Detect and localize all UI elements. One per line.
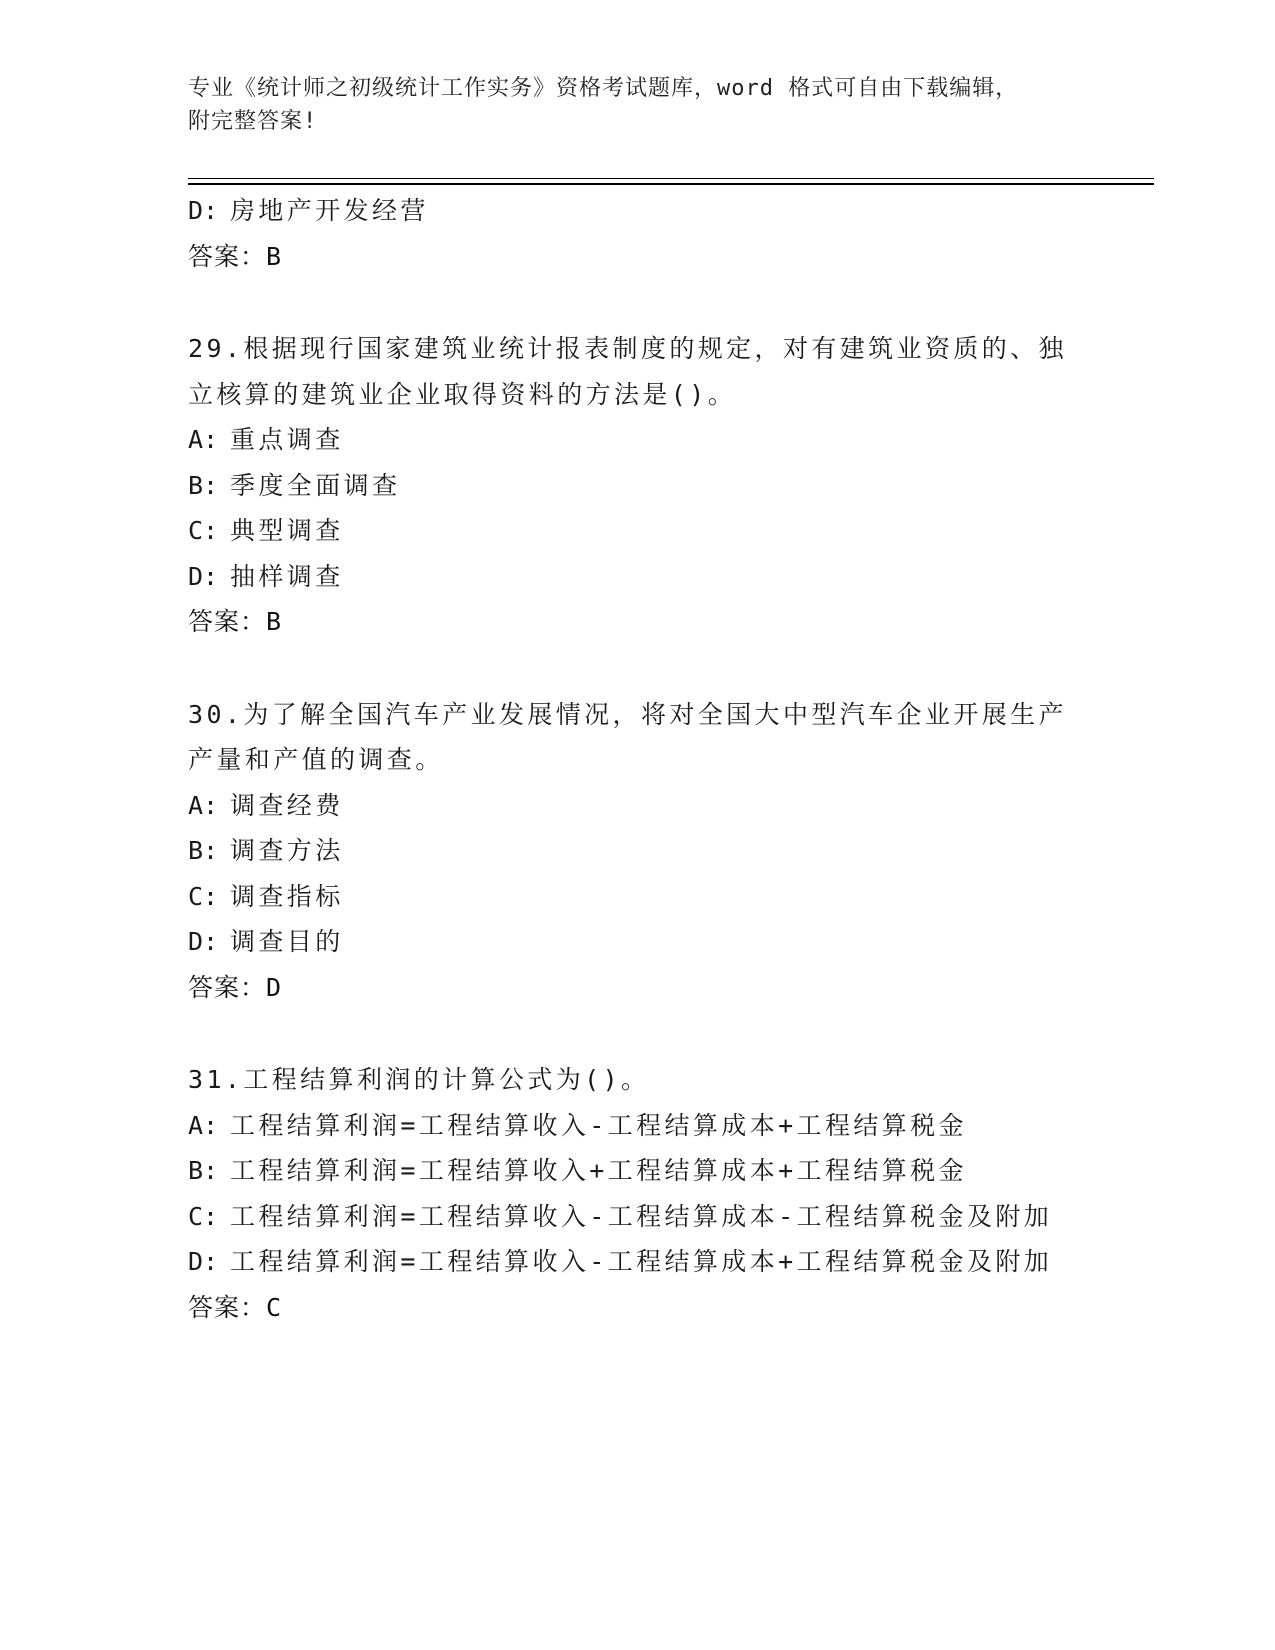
- option-text: 典型调查: [230, 516, 344, 545]
- option-text: 调查方法: [230, 836, 344, 865]
- question-30-option-a: [188, 783, 1088, 829]
- spacer: [188, 645, 1088, 692]
- question-30-option-c: [188, 874, 1088, 920]
- option-label: B:: [188, 1156, 219, 1185]
- answer-prev: 答案：B: [188, 241, 283, 271]
- question-29-option-c: [188, 508, 1088, 554]
- option-label: A:: [188, 790, 219, 820]
- spacer: [188, 279, 1088, 326]
- option-text: 重点调查: [230, 425, 344, 454]
- question-30-option-b: [188, 828, 1088, 874]
- question-29-answer: 答案：B: [188, 607, 283, 636]
- option-text: 工程结算利润=工程结算收入-工程结算成本-工程结算税金及附加: [230, 1201, 1053, 1231]
- option-label: D:: [188, 1247, 219, 1276]
- option-label: C:: [188, 516, 219, 545]
- option-label: D:: [188, 196, 219, 225]
- question-29-option-d: [188, 554, 1088, 600]
- option-label: D:: [188, 927, 219, 956]
- question-31-option-a: [188, 1103, 1088, 1149]
- option-text: 调查经费: [230, 790, 344, 820]
- question-content: [188, 188, 1088, 1330]
- option-label: B:: [188, 470, 219, 500]
- question-31-answer: 答案：C: [188, 1292, 283, 1322]
- question-29-option-a: [188, 417, 1088, 463]
- question-30-answer: 答案：D: [188, 972, 283, 1002]
- question-31-option-d: [188, 1239, 1088, 1285]
- option-text: 调查指标: [230, 881, 344, 911]
- option-d-prev: [188, 188, 1088, 234]
- header-rule-thin: [188, 178, 1154, 179]
- option-text: 工程结算利润=工程结算收入-工程结算成本+工程结算税金: [230, 1110, 967, 1140]
- page-header: [188, 72, 1088, 138]
- question-29-stem-1: 29.根据现行国家建筑业统计报表制度的规定，对有建筑业资质的、独: [188, 334, 1067, 363]
- option-text: 抽样调查: [230, 561, 344, 591]
- header-line-2: 附完整答案!: [188, 109, 318, 134]
- question-29-option-b: [188, 463, 1088, 509]
- option-label: B:: [188, 836, 219, 865]
- question-30-stem-1: 30.为了解全国汽车产业发展情况，将对全国大中型汽车企业开展生产: [188, 699, 1067, 729]
- header-rule-thick: [188, 183, 1154, 185]
- option-label: A:: [188, 1110, 219, 1140]
- question-30-option-d: [188, 919, 1088, 965]
- question-31-option-c: [188, 1194, 1088, 1240]
- question-29-stem-2: 立核算的建筑业企业取得资料的方法是()。: [188, 379, 737, 409]
- option-text: 工程结算利润=工程结算收入+工程结算成本+工程结算税金: [230, 1156, 967, 1185]
- question-31-stem-1: 31.工程结算利润的计算公式为()。: [188, 1065, 650, 1094]
- option-label: A:: [188, 425, 219, 454]
- question-31-option-b: [188, 1148, 1088, 1194]
- option-text: 工程结算利润=工程结算收入-工程结算成本+工程结算税金及附加: [230, 1247, 1053, 1276]
- option-label: C:: [188, 1201, 219, 1231]
- option-text: 房地产开发经营: [230, 196, 429, 225]
- option-label: C:: [188, 881, 219, 911]
- question-30-stem-2: 产量和产值的调查。: [188, 745, 444, 774]
- option-text: 季度全面调查: [230, 470, 401, 500]
- header-line-1: 专业《统计师之初级统计工作实务》资格考试题库，word 格式可自由下载编辑，: [188, 76, 1019, 101]
- spacer: [188, 1010, 1088, 1057]
- option-label: D:: [188, 561, 219, 591]
- option-text: 调查目的: [230, 927, 344, 956]
